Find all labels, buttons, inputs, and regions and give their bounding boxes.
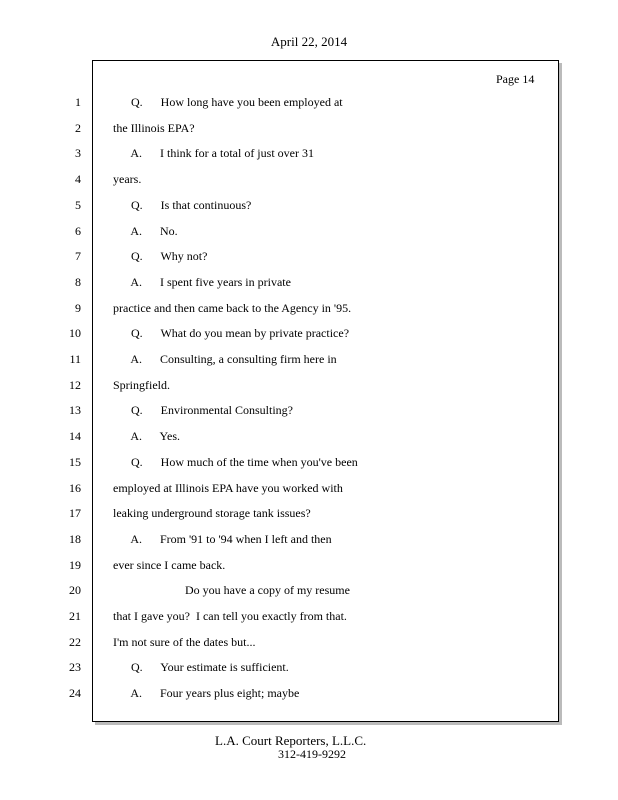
line-number: 18 xyxy=(69,532,81,546)
line-number: 16 xyxy=(69,481,81,495)
line-text: A. From '91 to '94 when I left and then xyxy=(113,532,332,546)
line-text: leaking underground storage tank issues? xyxy=(113,506,311,520)
line-number: 23 xyxy=(69,660,81,674)
line-text: Springfield. xyxy=(113,378,170,392)
line-number: 3 xyxy=(75,146,81,160)
transcript-date: April 22, 2014 xyxy=(270,34,348,49)
line-text: A. Yes. xyxy=(113,429,181,443)
line-number: 10 xyxy=(69,326,81,340)
line-text: Q. Environmental Consulting? xyxy=(113,403,293,417)
line-text: Q. What do you mean by private practice? xyxy=(113,326,350,340)
line-text: that I gave you? I can tell you exactly from that. xyxy=(113,609,347,623)
line-number: 4 xyxy=(75,172,81,186)
line-text: Q. Your estimate is sufficient. xyxy=(113,660,289,674)
line-text: A. Four years plus eight; maybe xyxy=(113,686,300,700)
line-text: I'm not sure of the dates but... xyxy=(113,635,256,649)
line-number: 21 xyxy=(69,609,81,623)
line-number: 20 xyxy=(69,583,81,597)
line-number: 22 xyxy=(69,635,81,649)
line-number: 8 xyxy=(75,275,81,289)
line-text: Q. How long have you been employed at xyxy=(113,95,343,109)
line-number: 19 xyxy=(69,558,81,572)
page-number: Page 14 xyxy=(496,72,535,86)
line-text: Q. Is that continuous? xyxy=(113,198,252,212)
line-text: A. Consulting, a consulting firm here in xyxy=(113,352,337,366)
court-reporter-name: L.A. Court Reporters, L.L.C. xyxy=(215,733,367,748)
line-number: 7 xyxy=(75,249,81,263)
line-text: A. I spent five years in private xyxy=(113,275,291,289)
line-number: 9 xyxy=(75,301,81,315)
line-text: Q. How much of the time when you've been xyxy=(113,455,358,469)
line-text: employed at Illinois EPA have you worked with xyxy=(113,481,343,495)
line-number: 24 xyxy=(69,686,81,700)
line-number: 5 xyxy=(75,198,81,212)
line-number: 13 xyxy=(69,403,81,417)
line-text: A. I think for a total of just over 31 xyxy=(113,146,314,160)
line-text: years. xyxy=(113,172,142,186)
court-reporter-phone: 312-419-9292 xyxy=(278,747,346,761)
line-text: ever since I came back. xyxy=(113,558,226,572)
line-text: Do you have a copy of my resume xyxy=(113,583,350,597)
line-number: 11 xyxy=(69,352,81,366)
line-text: Q. Why not? xyxy=(113,249,208,263)
line-text: the Illinois EPA? xyxy=(113,121,195,135)
line-number: 12 xyxy=(69,378,81,392)
line-number: 2 xyxy=(75,121,81,135)
line-number: 14 xyxy=(69,429,81,443)
line-text: practice and then came back to the Agency in '95. xyxy=(113,301,352,315)
line-text: A. No. xyxy=(113,224,178,238)
line-number: 6 xyxy=(75,224,81,238)
line-number: 15 xyxy=(69,455,81,469)
line-number: 17 xyxy=(69,506,81,520)
line-number: 1 xyxy=(75,95,81,109)
